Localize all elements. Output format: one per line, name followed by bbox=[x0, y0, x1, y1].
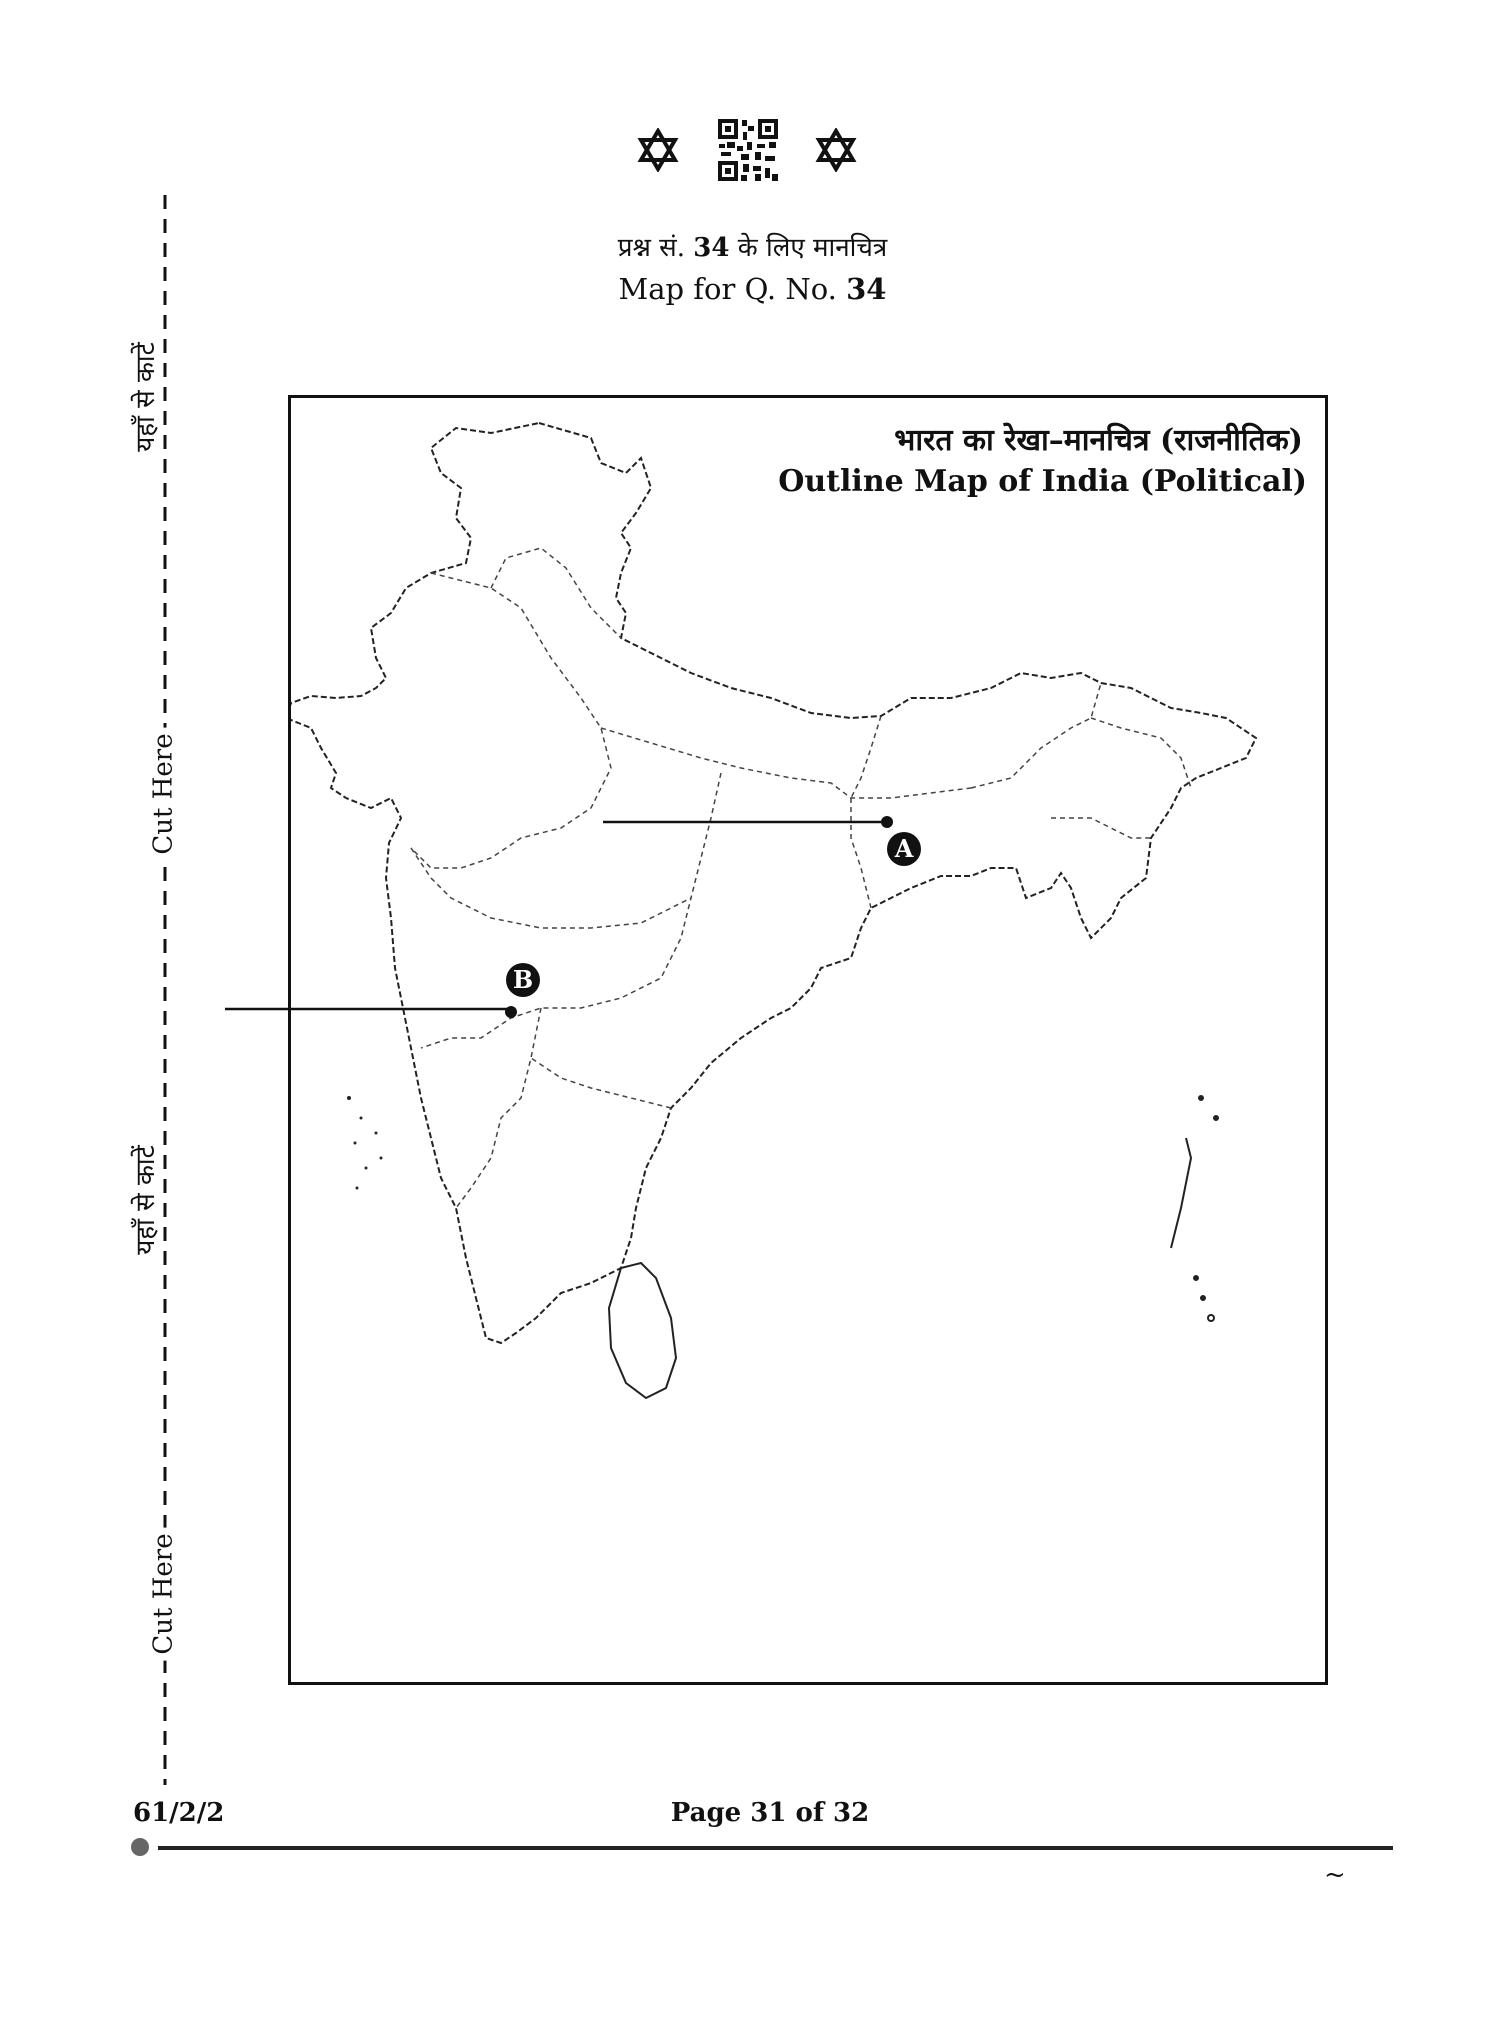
qr-code-icon bbox=[717, 118, 779, 182]
footer-divider bbox=[158, 1846, 1393, 1850]
question-map-title-hindi bbox=[0, 228, 1505, 264]
marker-a-label: A bbox=[887, 832, 921, 866]
marker-b-label: B bbox=[506, 963, 540, 997]
title-english-prefix: Map for Q. No. bbox=[618, 272, 837, 306]
marker-b-pointer-line bbox=[225, 1000, 515, 1020]
cut-label-text: Cut Here bbox=[149, 727, 179, 860]
map-title-hindi: भारत का रेखा–मानचित्र (राजनीतिक) bbox=[894, 423, 1303, 458]
india-map-outline bbox=[291, 398, 1331, 1688]
page-number: Page 31 of 32 bbox=[670, 1798, 870, 1828]
question-map-title-english bbox=[0, 272, 1505, 306]
sri-lanka-outline bbox=[609, 1263, 676, 1398]
question-number: 34 bbox=[846, 272, 887, 306]
lakshadweep-islands bbox=[347, 1096, 383, 1190]
footer-bullet-icon bbox=[131, 1838, 149, 1856]
title-hindi-prefix: प्रश्न सं. bbox=[617, 233, 686, 263]
andaman-nicobar-islands bbox=[1171, 1096, 1218, 1321]
footer-tilde: ~ bbox=[1324, 1860, 1346, 1890]
header-symbols bbox=[0, 118, 1505, 188]
star-of-david-icon bbox=[636, 128, 680, 172]
star-of-david-icon bbox=[814, 128, 858, 172]
marker-a-dot bbox=[881, 816, 893, 828]
cut-label-text: यहाँ से काटें bbox=[126, 1139, 162, 1261]
india-outline-map bbox=[288, 395, 1328, 1685]
paper-code: 61/2/2 bbox=[133, 1798, 225, 1828]
map-title-english: Outline Map of India (Political) bbox=[778, 464, 1307, 499]
cut-label-text: Cut Here bbox=[149, 1527, 179, 1660]
question-number: 34 bbox=[693, 233, 730, 263]
cut-label-text: यहाँ से काटें bbox=[126, 336, 162, 458]
title-hindi-suffix: के लिए मानचित्र bbox=[737, 233, 888, 263]
